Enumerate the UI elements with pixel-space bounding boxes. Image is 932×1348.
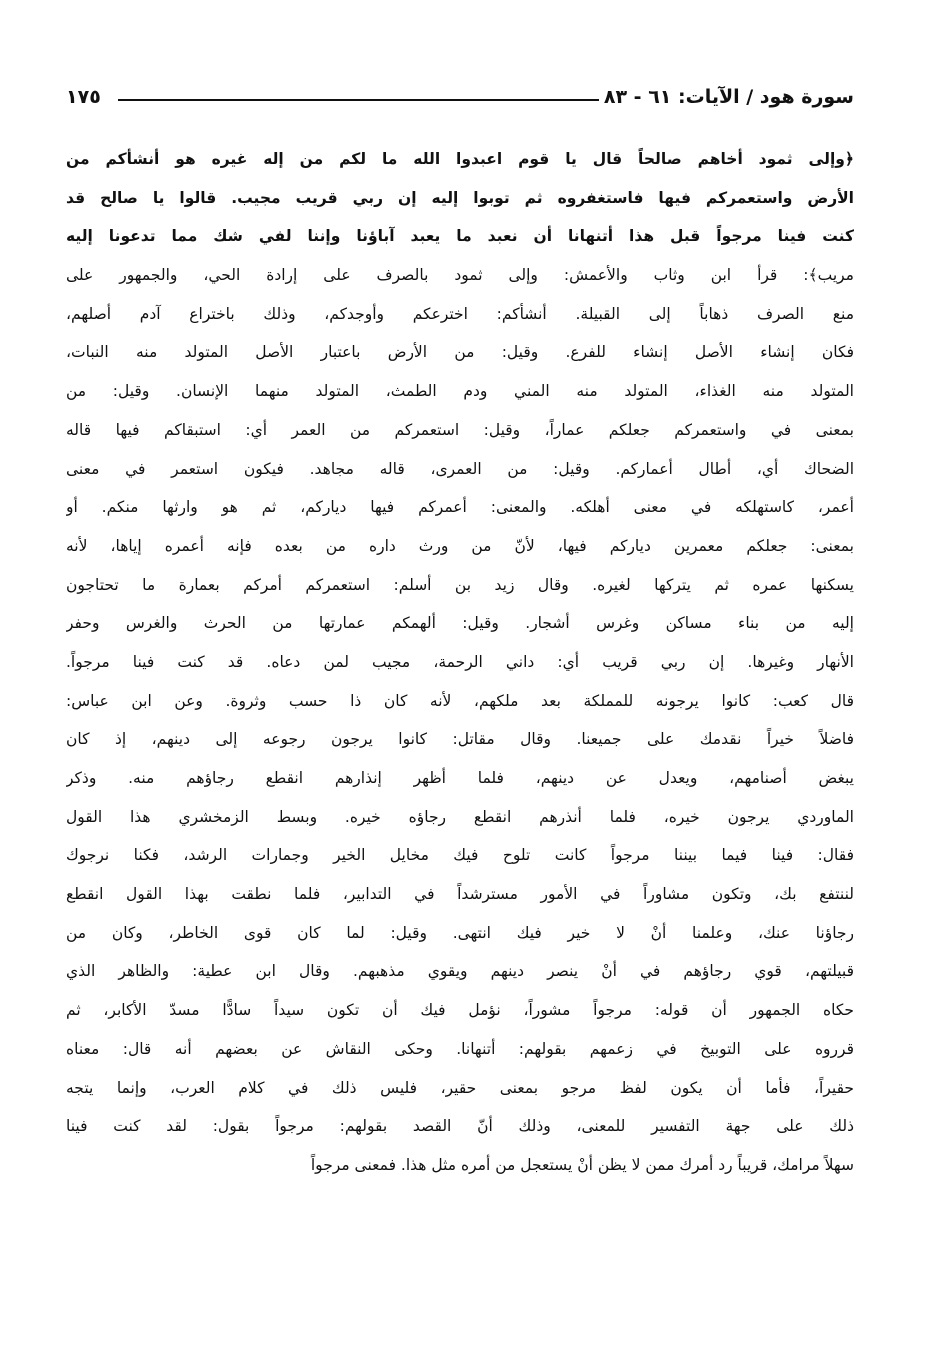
quran-verse-line: ﴿وإلى ثمود أخاهم صالحاً قال يا قوم اعبدوا الله ما لكم من إله غيره هو أنشأكم من: [66, 150, 854, 168]
text-line: أعمر، كاستهلكه في معنى أهلكه. والمعنى: أعمركم فيها دياركم، ثم هو وارثها منكم. أو: [66, 498, 854, 517]
text-line: يسكنها عمره ثم يتركها لغيره. وقال زيد بن أسلم: استعمركم أمركم بعمارة ما تحتاجون: [66, 575, 854, 594]
text-line: قرروه على التوبيخ في زعمهم بقولهم: أتنهانا. وحكى النقاش عن بعضهم أنه قال: معناه: [66, 1039, 854, 1058]
text-line: يبغض أصنامهم، ويعدل عن دينهم، فلما أظهر إنذارهم انقطع رجاؤهم منه. وذكر: [66, 769, 854, 787]
page-header: [66, 80, 854, 114]
header-rule: [118, 99, 599, 101]
text-line: إليه من بناء مساكن وغرس أشجار. وقيل: ألهمكم عمارتها من الحرث والغرس وحفر: [66, 614, 854, 633]
running-title: سورة هود / الآيات: ٦١ - ٨٣: [603, 86, 854, 108]
text-line: لننتفع بك، وتكون مشاوراً في الأمور مسترشداً في التدابير، فلما نطقت بهذا القول انقطع: [66, 885, 854, 904]
text-line: فكان إنشاء الأصل إنشاء للفرع. وقيل: من الأرض باعتبار الأصل المتولد منه النبات،: [66, 343, 854, 362]
text-line: الماوردي يرجون خيره، فلما أنذرهم انقطع رجاؤه خيره. وبسط الزمخشري هذا القول: [66, 807, 854, 826]
text-line: منع الصرف ذهاباً إلى القبيلة. أنشأكم: اخترعكم وأوجدكم، وذلك باختراع آدم أصلهم،: [66, 304, 854, 323]
page-number: ١٧٥: [66, 86, 101, 108]
text-line: حكاه الجمهور أن قوله: مرجواً مشوراً، نؤمل فيك أن تكون سيداً سادًّا مسدّ الأكابر، ثم: [66, 1001, 854, 1020]
text-line: قبيلتهم، قوي رجاؤهم في أنْ ينصر دينهم ويقوي مذهبهم. وقال ابن عطية: والظاهر الذي: [66, 962, 854, 981]
text-line: الأنهار وغيرها. إن ربي قريب أي: داني الرحمة، مجيب لمن دعاه. قد كنت فينا مرجواً.: [66, 652, 854, 671]
text-line: مريب﴾: قرأ ابن وثاب والأعمش: وإلى ثمود بالصرف على إرادة الحي، والجمهور على: [66, 266, 854, 285]
commentary-text: [66, 140, 854, 1185]
text-line: فقال: فينا فيما بيننا مرجواً كانت تلوح فيك مخايل الخير وجمارات الرشد، فكنا نرجوك: [66, 846, 854, 865]
quran-verse-line: كنت فينا مرجواً قبل هذا أتنهانا أن نعبد ما يعبد آباؤنا وإننا لفي شك مما تدعونا إليه: [66, 227, 854, 246]
text-line: ذلك على جهة التفسير للمعنى، وذلك أنّ القصد بقولهم: مرجواً بقول: لقد كنت فينا: [66, 1117, 854, 1136]
text-line: بمعنى: جعلكم معمرين دياركم فيها، لأنّ من ورث داره من بعده فإنه أعمره إياها، لأنه: [66, 536, 854, 555]
text-line: فاضلاً خيراً نقدمك على جميعنا. وقال مقاتل: كانوا يرجون رجوعه إلى دينهم، إذ كان: [66, 730, 854, 749]
text-line: سهلاً مرامك، قريباً رد أمرك ممن لا يظن أنْ يستعجل من أمره مثل هذا. فمعنى مرجواً: [310, 1155, 854, 1174]
text-line: بمعنى في واستعمركم جعلكم عماراً، وقيل: استعمركم من العمر أي: استبقاكم فيها قاله: [66, 420, 854, 439]
text-line: رجاؤنا عنك، وعلمنا أنْ لا خير فيك انتهى. وقيل: لما كان قوى الخاطر، وكان من: [66, 923, 854, 942]
text-line: الضحاك أي، أطال أعماركم. وقيل: من العمرى، قاله مجاهد. فيكون استعمر في معنى: [66, 459, 854, 478]
text-line: المتولد منه الغذاء، المتولد منه المني ودم الطمث، المتولد منهما الإنسان. وقيل: من: [66, 382, 854, 401]
text-line: قال كعب: كانوا يرجونه للمملكة بعد ملكهم، لأنه كان ذا حسب وثروة. وعن ابن عباس:: [66, 691, 854, 710]
quran-verse-line: الأرض واستعمركم فيها فاستغفروه ثم توبوا إليه إن ربي قريب مجيب. قالوا يا صالح قد: [66, 188, 854, 207]
text-line: حقيراً، فأما أن يكون لفظ مرجو بمعنى حقير، فليس ذلك في كلام العرب، وإنما يتجه: [66, 1078, 854, 1097]
